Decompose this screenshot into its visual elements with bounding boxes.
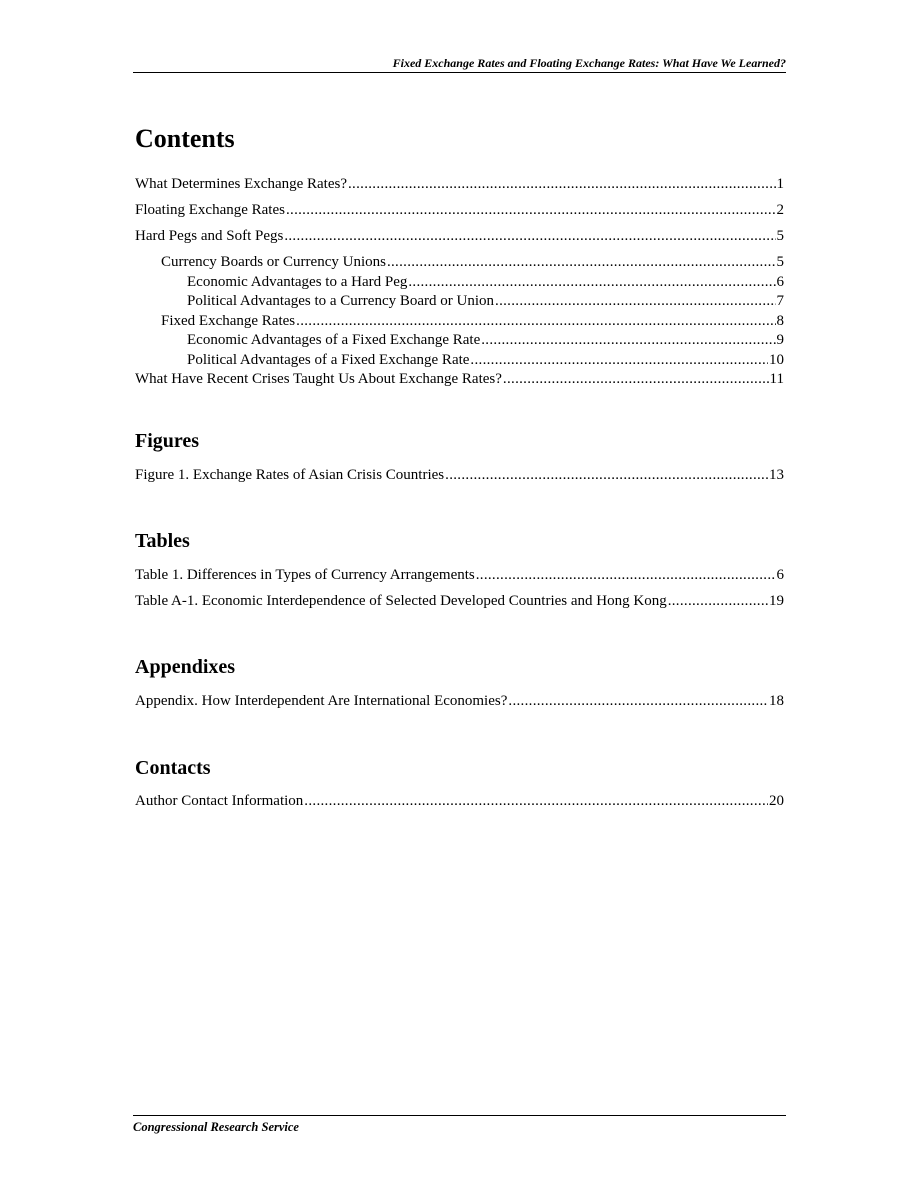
toc-entry-page: 13 [769,467,784,483]
figures-title: Figures [135,430,200,452]
toc-entry[interactable] [135,228,784,254]
tables-title: Tables [135,530,190,552]
toc-entry-page: 6 [776,273,784,290]
toc-entry[interactable] [135,313,784,333]
contents-list [135,176,784,397]
toc-entry[interactable] [135,274,784,294]
dot-leader [304,793,768,810]
toc-entry-page: 19 [769,593,784,609]
footer-text: Congressional Research Service [133,1120,299,1134]
toc-entry[interactable] [135,332,784,352]
toc-entry-label: Figure 1. Exchange Rates of Asian Crisis Countries [135,467,445,483]
toc-entry-label: What Have Recent Crises Taught Us About Exchange Rates? [135,371,502,387]
toc-entry-label: Appendix. How Interdependent Are International Economies? [135,693,508,709]
running-header-title: Fixed Exchange Rates and Floating Exchange Rates: What Have We Learned? [392,56,786,70]
toc-entry-label: Floating Exchange Rates [135,202,285,218]
dot-leader [296,313,775,330]
dot-leader [476,567,776,584]
toc-entry[interactable] [135,467,784,493]
toc-entry[interactable] [135,254,784,274]
dot-leader [286,202,776,219]
toc-entry-page: 9 [776,332,784,348]
contacts-title: Contacts [135,757,211,779]
toc-entry-label: Political Advantages to a Currency Board or Union [187,293,495,309]
dot-leader [284,228,775,245]
dot-leader [348,176,776,193]
dot-leader [408,274,775,291]
toc-entry-label: Table 1. Differences in Types of Currency Arrangements [135,567,475,583]
toc-entry[interactable] [135,593,784,619]
toc-entry-page: 11 [769,371,784,387]
tables-list [135,567,784,619]
toc-entry-label: Political Advantages of a Fixed Exchange Rate [187,351,470,368]
dot-leader [481,332,775,349]
toc-entry-page: 10 [769,351,784,368]
toc-entry[interactable] [135,176,784,202]
toc-entry-label: Fixed Exchange Rates [161,312,296,329]
toc-entry-label: Table A-1. Economic Interdependence of Selected Developed Countries and Hong Kong [135,593,667,609]
dot-leader [470,352,768,369]
toc-entry-page: 1 [776,176,784,192]
dot-leader [503,371,769,388]
toc-entry-page: 18 [769,693,784,709]
toc-entry[interactable] [135,371,784,397]
toc-entry-page: 5 [776,228,784,244]
toc-entry-label: Economic Advantages to a Hard Peg [187,273,408,290]
contents-title: Contents [135,124,235,153]
toc-entry-label: Currency Boards or Currency Unions [161,254,386,270]
contacts-list [135,793,784,819]
toc-entry-page: 8 [776,312,784,329]
toc-entry-page: 6 [776,567,784,583]
toc-entry-page: 7 [776,293,784,309]
page-footer [133,1115,786,1135]
appendixes-list [135,693,784,719]
toc-entry[interactable] [135,693,784,719]
toc-entry-label: Hard Pegs and Soft Pegs [135,228,284,244]
toc-entry-page: 20 [769,793,784,809]
toc-entry-label: What Determines Exchange Rates? [135,176,347,192]
running-header [133,55,786,73]
toc-entry[interactable] [135,202,784,228]
dot-leader [508,693,768,710]
toc-entry-page: 5 [776,254,784,270]
toc-entry-label: Author Contact Information [135,793,304,809]
dot-leader [495,293,775,310]
toc-entry[interactable] [135,293,784,313]
dot-leader [387,254,776,271]
dot-leader [668,593,768,610]
toc-entry-page: 2 [776,202,784,218]
toc-entry[interactable] [135,567,784,593]
toc-entry-label: Economic Advantages of a Fixed Exchange Rate [187,332,481,348]
figures-list [135,467,784,493]
appendixes-title: Appendixes [135,656,236,678]
toc-entry[interactable] [135,793,784,819]
dot-leader [445,467,768,484]
toc-entry[interactable] [135,352,784,372]
